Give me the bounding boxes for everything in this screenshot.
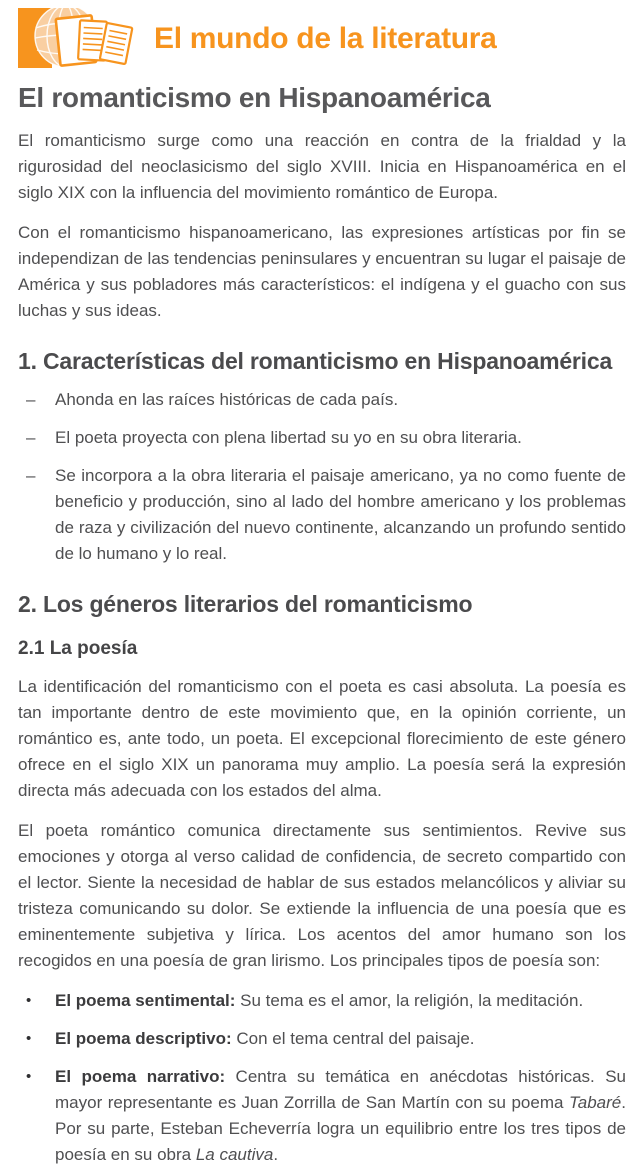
globe-and-documents-icon [18, 8, 136, 70]
poem-types-list [18, 988, 626, 1168]
list-item [18, 1064, 626, 1168]
dash-marker: – [26, 466, 36, 485]
list-item [18, 425, 626, 451]
app-title: El mundo de la literatura [154, 22, 497, 55]
poem-type-label: El poema narrativo: [55, 1067, 226, 1086]
characteristics-list [18, 387, 626, 567]
intro-paragraph-1: El romanticismo surge como una reacción en contra de la frialdad y la rigurosidad del neoclasicismo del siglo XVIII. Inicia en Hispanoamérica en el siglo XIX con la influencia del movimiento romántico de Europa. [18, 131, 626, 202]
dash-marker: – [26, 390, 36, 409]
book-title: Tabaré [568, 1093, 622, 1112]
bullet-marker: • [26, 992, 32, 1009]
bullet-marker: • [26, 1068, 32, 1085]
list-item [18, 988, 626, 1014]
list-item-text: El poema descriptivo: Con el tema central del paisaje. [55, 1029, 475, 1048]
list-item [18, 387, 626, 413]
subsection-2-1-heading: 2.1 La poesía [18, 638, 138, 659]
section-2-heading: 2. Los géneros literarios del romanticismo [18, 591, 473, 617]
poem-type-label: El poema descriptivo: [55, 1029, 232, 1048]
list-item [18, 463, 626, 567]
list-item-text: El poeta proyecta con plena libertad su yo en su obra literaria. [55, 428, 522, 447]
page-title: El romanticismo en Hispanoamérica [18, 82, 491, 113]
list-item [18, 1026, 626, 1052]
intro-paragraph-2: Con el romanticismo hispanoamericano, las expresiones artísticas por fin se independizan de las tendencias peninsulares y encuentran su lugar el paisaje de América y sus pobladores más característicos: el indígena y el guacho con sus luchas y sus ideas. [18, 223, 626, 320]
poem-type-label: El poema sentimental: [55, 991, 236, 1010]
book-title: La cautiva [195, 1145, 274, 1164]
lined-page-icon [100, 23, 133, 64]
list-item-text: El poema narrativo: Centra su temática en anécdotas históricas. Su mayor representante es Juan Zorrilla de San Martín con su poema Tabaré. Por su parte, Esteban Echeverría logra un equilibrio entre los tres tipos de poesía en su obra La cautiva. [55, 1067, 627, 1164]
poetry-paragraph-2: El poeta romántico comunica directamente sus sentimientos. Revive sus emociones y otorga al verso calidad de confidencia, de secreto compartido con el lector. Siente la necesidad de hablar de sus estados melancólicos y aliviar su tristeza comunicando su dolor. Se extiende la influencia de una poesía que es eminentemente subjetiva y lírica. Los acentos del amor humano son los recogidos en una poesía de gran lirismo. Los principales tipos de poesía son: [18, 821, 626, 970]
list-item-text: Ahonda en las raíces históricas de cada país. [55, 390, 399, 409]
section-1-heading: 1. Características del romanticismo en Hispanoamérica [18, 348, 613, 374]
poetry-paragraph-1: La identificación del romanticismo con el poeta es casi absoluta. La poesía es tan importante dentro de este movimiento que, en la opinión corriente, un romántico es, ante todo, un poeta. El excepcional florecimiento de este género ofrece en el siglo XIX un panorama muy amplio. La poesía será la expresión directa más adecuada con los estados del alma. [18, 677, 626, 800]
list-item-text: Se incorpora a la obra literaria el paisaje americano, ya no como fuente de beneficio y producción, sino al lado del hombre americano y los problemas de raza y civilización del nuevo continente, alcanzando un profundo sentido de lo humano y lo real. [55, 466, 626, 563]
list-item-text: El poema sentimental: Su tema es el amor, la religión, la meditación. [55, 991, 584, 1010]
header [18, 8, 626, 70]
bullet-marker: • [26, 1030, 32, 1047]
dash-marker: – [26, 428, 36, 447]
